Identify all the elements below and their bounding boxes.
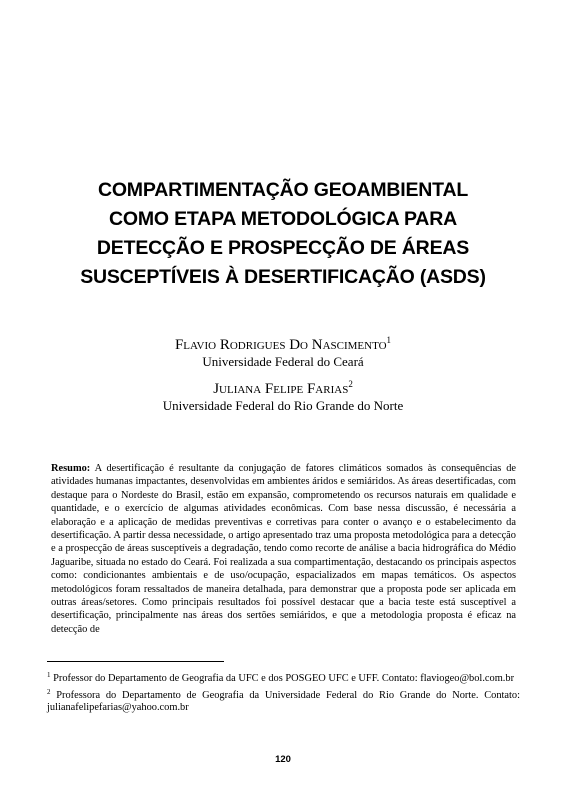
footnote-divider [47,661,224,662]
footnotes [47,669,520,715]
footnote [47,669,520,686]
footnote-text: Professor do Departamento de Geografia da UFC e dos POSGEO UFC e UFF. Contato: flaviogeo@bol.com.br [53,673,515,684]
author-name-text: Flavio Rodrigues Do Nascimento [174,337,387,353]
page-number: 120 [275,754,291,765]
footnote-number: 2 [47,687,51,696]
footnote-mark: 2 [348,379,353,389]
title-line: SUSCEPTÍVEIS À DESERTIFICAÇÃO (ASDS) [80,266,486,288]
footnote-mark: 1 [386,335,392,345]
author-name-text: Juliana Felipe Farias [213,381,349,397]
title-line: COMO ETAPA METODOLÓGICA PARA [109,208,457,230]
author-name [40,375,526,398]
abstract-label: Resumo: [51,463,91,474]
footnote [47,686,520,715]
author-affiliation: Universidade Federal do Rio Grande do Norte [162,398,404,413]
footnote-number: 1 [47,671,51,679]
author-affiliation: Universidade Federal do Ceará [202,354,364,369]
abstract [51,462,516,636]
paper-title [40,176,526,292]
author-name [40,331,526,354]
abstract-text: A desertificação é resultante da conjugação de fatores climáticos somados às consequências de atividades humanas impactantes, desenvolvidas em ambientes áridos e semiáridos. As áreas desertificadas, com destaque para o Nordeste do Brasil, estão em expansão, comprometendo os recursos naturais em qualidade e quantidade, e o exercício de algumas atividades econômicas. Com base nessa discussão, é necessária a elaboração e a aplicação de medidas preventivas e corretivas para conter o avanço e o estabelecimento da desertificação. A partir dessa necessidade, o artigo apresentado traz uma proposta metodológica para a detecção e a prospecção de áreas susceptíveis a degradação, tendo como recorte de análise a bacia hidrográfica do Médio Jaguaribe, situada no estado do Ceará. Foi realizada a sua compartimentação, destacando os principais aspectos como: condicionantes ambientais e de uso/ocupação, espacializados em mapas temáticos. Os aspectos metodológicos foram ressaltados de maneira detalhada, para demonstrar que a proposta pode ser aplicada em outras áreas/setores. Como principais resultados foi possível destacar que a bacia teste está susceptível a desertificação, principalmente nas áreas dos sertões semiáridos, e que a metodologia proposta é eficaz na detecção de [51,463,517,635]
author-block [40,375,526,414]
title-line: COMPARTIMENTAÇÃO GEOAMBIENTAL [97,179,469,201]
footnote-text: Professora do Departamento de Geografia da Universidade Federal do Rio Grande do Norte. Contato: julianafelipefarias@yahoo.com.br [47,689,520,714]
author-block [40,331,526,370]
title-line: DETECÇÃO E PROSPECÇÃO DE ÁREAS [96,237,470,259]
